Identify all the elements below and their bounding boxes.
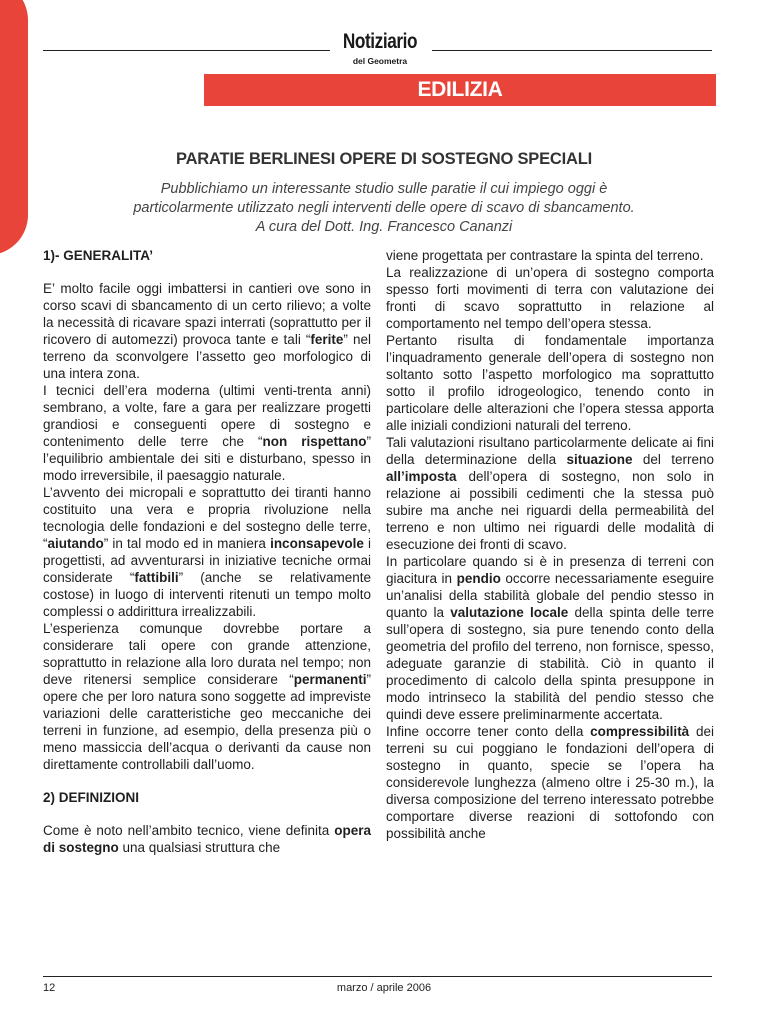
footer-rule xyxy=(43,976,712,977)
standfirst-line: particolarmente utilizzato negli interventi delle opere di scavo di sbancamento. xyxy=(133,200,635,216)
masthead-title: Notiziario xyxy=(342,30,418,53)
paragraph: In particolare quando si è in presenza di terreni con giacitura in pendio occorre necessariamente eseguire un’analisi della stabilità globale del pendio stesso in quanto la valutazione locale della spinta delle terre sull’opera di sostegno, sia pure tenendo conto della geometria del profilo del terreno, non fornisce, spesso, adeguate garanzie di stabilità. Ciò in quanto il procedimento di calcolo della spinta presuppone in modo intrinseco la stabilità del pendio stesso che quindi deve essere preliminarmente accertata. xyxy=(386,554,714,722)
paragraph: E’ molto facile oggi imbattersi in cantieri ove sono in corso scavi di sbancamento di un certo rilievo; a volte la necessità di ricavare spazi interrati (soprattutto per il ricovero di automezzi) provoca tante e tali “ferite” nel terreno da sconvolgere l’assetto geo morfologico di una intera zona. xyxy=(43,281,371,381)
article-title: PARATIE BERLINESI OPERE DI SOSTEGNO SPECIALI xyxy=(176,150,592,168)
issue-date: marzo / aprile 2006 xyxy=(336,982,432,994)
right-column xyxy=(386,247,714,842)
article-author: A cura del Dott. Ing. Francesco Cananzi xyxy=(255,219,513,235)
paragraph: Infine occorre tener conto della compressibilità dei terreni su cui poggiano le fondazioni dell’opera di sostegno in quanto, specie se l’opera ha considerevole lunghezza (almeno oltre i 25-30 m.), la diversa composizione del terreno interessato potrebbe comportare diverse reazioni di sottofondo con possibilità anche xyxy=(386,724,714,841)
standfirst-line: Pubblichiamo un interessante studio sulle paratie il cui impiego oggi è xyxy=(160,181,608,197)
left-column xyxy=(43,247,371,856)
masthead-subtitle: del Geometra xyxy=(352,56,408,66)
section-heading-generalita: 1)- GENERALITA’ xyxy=(43,248,154,263)
paragraph: Pertanto risulta di fondamentale importanza l’inquadramento generale dell’opera di sostegno non soltanto sotto l’aspetto morfologico ma soprattutto sotto il profilo idrogeologico, tenendo conto in particolare delle alterazioni che l’opera stessa apporta alle iniziali condizioni naturali del terreno. xyxy=(386,333,714,433)
masthead-rule-left xyxy=(43,50,330,51)
page-number: 12 xyxy=(43,982,56,994)
paragraph: Come è noto nell’ambito tecnico, viene definita opera di sostegno una qualsiasi struttura che xyxy=(43,823,371,855)
masthead-rule-right xyxy=(432,50,712,51)
section-heading-definizioni: 2) DEFINIZIONI xyxy=(43,790,140,805)
paragraph: viene progettata per contrastare la spinta del terreno. xyxy=(386,248,704,263)
page-edge-tab xyxy=(0,0,28,255)
article-standfirst xyxy=(60,180,708,237)
paragraph: L’avvento dei micropali e soprattutto dei tiranti hanno costituito una vera e propria rivoluzione nella tecnologia delle fondazioni e del sostegno delle terre, “aiutando” in tal modo ed in maniera inconsapevole i progettisti, ad avventurarsi in iniziative tecniche ormai considerate “fattibili” (anche se relativamente costose) in luogo di interventi ritenuti un tempo molto complessi o addirittura irrealizzabili. xyxy=(43,485,371,619)
section-banner: EDILIZIA xyxy=(204,74,716,106)
paragraph: Tali valutazioni risultano particolarmente delicate ai fini della determinazione della situazione del terreno all’imposta dell’opera di sostegno, non solo in relazione ai possibili cedimenti che la stessa può subire ma anche nei riguardi della permeabilità del terreno e non ultimo nei riguardi delle modalità di esecuzione dei fronti di scavo. xyxy=(386,435,714,552)
paragraph: L’esperienza comunque dovrebbe portare a considerare tali opere con grande attenzione, soprattutto in relazione alla loro durata nel tempo; non deve ritenersi semplice considerare “permanenti” opere che per loro natura sono soggette ad impreviste variazioni delle caratteristiche geo meccaniche dei terreni in funzione, ad esempio, della presenza più o meno massiccia dell’acqua o derivanti da cause non direttamente controllabili dall’uomo. xyxy=(43,621,371,772)
paragraph: I tecnici dell’era moderna (ultimi venti-trenta anni) sembrano, a volte, fare a gara per realizzare progetti grandiosi e conseguenti opere di sostegno e contenimento delle terre che “non rispettano” l’equilibrio ambientale dei siti e disturbano, spesso in modo irreversibile, il paesaggio naturale. xyxy=(43,383,371,483)
paragraph: La realizzazione di un’opera di sostegno comporta spesso forti movimenti di terra con valutazione dei fronti di scavo soprattutto in relazione al comportamento nel tempo dell’opera stessa. xyxy=(386,265,714,331)
